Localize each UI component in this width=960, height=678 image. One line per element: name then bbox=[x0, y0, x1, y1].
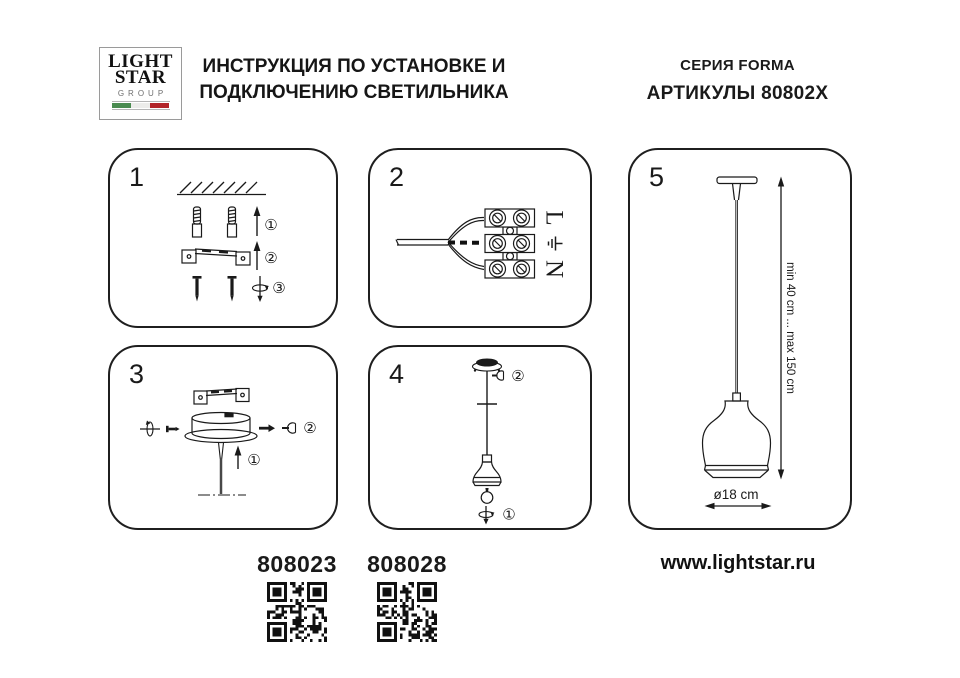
logo-text-group: GROUP bbox=[117, 89, 168, 98]
up-arrow-icon bbox=[254, 241, 261, 270]
light-bulb-icon bbox=[481, 488, 493, 503]
canopy-mounting-diagram bbox=[110, 347, 336, 528]
mounting-bracket-icon bbox=[194, 389, 249, 405]
step-1-marker: ① bbox=[247, 451, 261, 469]
wiring-diagram bbox=[370, 150, 590, 326]
panel-3-number: 3 bbox=[129, 359, 145, 389]
lightstar-logo bbox=[99, 47, 182, 120]
article-code-808028: 808028 bbox=[367, 551, 447, 577]
page-title bbox=[196, 54, 512, 106]
step-panel-4-assembly bbox=[368, 345, 592, 530]
series-label: СЕРИЯ FORMA bbox=[680, 57, 795, 74]
up-arrow-icon bbox=[235, 446, 242, 470]
logo-text-light: LIGHT bbox=[108, 51, 173, 72]
step-1-marker: ① bbox=[264, 216, 278, 234]
page-title-line2: ПОДКЛЮЧЕНИЮ СВЕТИЛЬНИКА bbox=[199, 82, 509, 103]
mounting-bracket-icon bbox=[182, 249, 250, 265]
website-url: www.lightstar.ru bbox=[660, 552, 816, 574]
page-title-line1: ИНСТРУКЦИЯ ПО УСТАНОВКЕ И bbox=[202, 56, 506, 77]
neutral-label: N bbox=[540, 259, 568, 279]
hardware-diagram bbox=[110, 150, 336, 326]
wall-anchor-icon bbox=[193, 207, 202, 237]
screw-icon bbox=[228, 276, 237, 302]
ground-icon bbox=[549, 237, 563, 251]
lamp-shade-icon bbox=[473, 455, 501, 486]
height-range-label: min 40 cm ... max 150 cm bbox=[784, 262, 796, 394]
screw-icon bbox=[166, 426, 180, 432]
step-panel-3-canopy bbox=[108, 345, 338, 530]
step-1-marker: ① bbox=[502, 505, 516, 524]
rotate-screw-icon bbox=[140, 421, 160, 437]
qr-code-article-1 bbox=[267, 582, 327, 642]
qr-code-article-2 bbox=[377, 582, 437, 642]
pendant-lamp-drawing bbox=[630, 150, 850, 528]
step-panel-5-dimensions bbox=[628, 148, 852, 530]
step-panel-2-wiring bbox=[368, 148, 592, 328]
wall-anchor-icon bbox=[228, 207, 237, 237]
diameter-label: ø18 cm bbox=[713, 487, 759, 502]
italian-flag-icon bbox=[112, 101, 170, 110]
logo-text-star: STAR bbox=[114, 67, 167, 88]
terminal-block-icon bbox=[485, 209, 535, 278]
step-3-marker: ③ bbox=[272, 279, 286, 297]
panel-2-number: 2 bbox=[389, 162, 405, 192]
article-code-808023: 808023 bbox=[257, 551, 337, 577]
step-2-marker: ② bbox=[303, 419, 317, 437]
series-block bbox=[630, 57, 845, 105]
width-dimension-icon bbox=[705, 503, 772, 509]
screw-icon bbox=[193, 276, 202, 302]
panel-4-number: 4 bbox=[389, 359, 405, 389]
height-dimension-icon bbox=[778, 177, 784, 480]
panel-5-number: 5 bbox=[649, 162, 665, 192]
step-2-marker: ② bbox=[511, 367, 525, 385]
suspension-cord-icon bbox=[477, 371, 497, 456]
articles-label: АРТИКУЛЫ 80802X bbox=[646, 83, 829, 104]
pendant-assembly-diagram bbox=[370, 347, 590, 528]
panel-1-number: 1 bbox=[129, 162, 145, 192]
power-cable-icon bbox=[396, 217, 484, 269]
ceiling-plate-icon bbox=[717, 177, 757, 200]
live-label: L bbox=[540, 210, 568, 226]
right-arrow-icon bbox=[259, 424, 275, 432]
ceiling-canopy-icon bbox=[473, 359, 502, 372]
ceiling-hatch-icon bbox=[177, 182, 266, 195]
step-panel-1-hardware bbox=[108, 148, 338, 328]
step-2-marker: ② bbox=[264, 249, 278, 267]
screw-head-icon bbox=[492, 371, 504, 380]
rotate-screw-icon bbox=[479, 506, 494, 525]
suspension-cord-icon bbox=[736, 200, 738, 393]
lamp-shade-icon bbox=[703, 393, 771, 478]
screw-head-icon bbox=[282, 423, 296, 433]
ceiling-canopy-icon bbox=[185, 413, 257, 443]
rotate-screw-icon bbox=[253, 276, 269, 302]
up-arrow-icon bbox=[254, 206, 261, 236]
